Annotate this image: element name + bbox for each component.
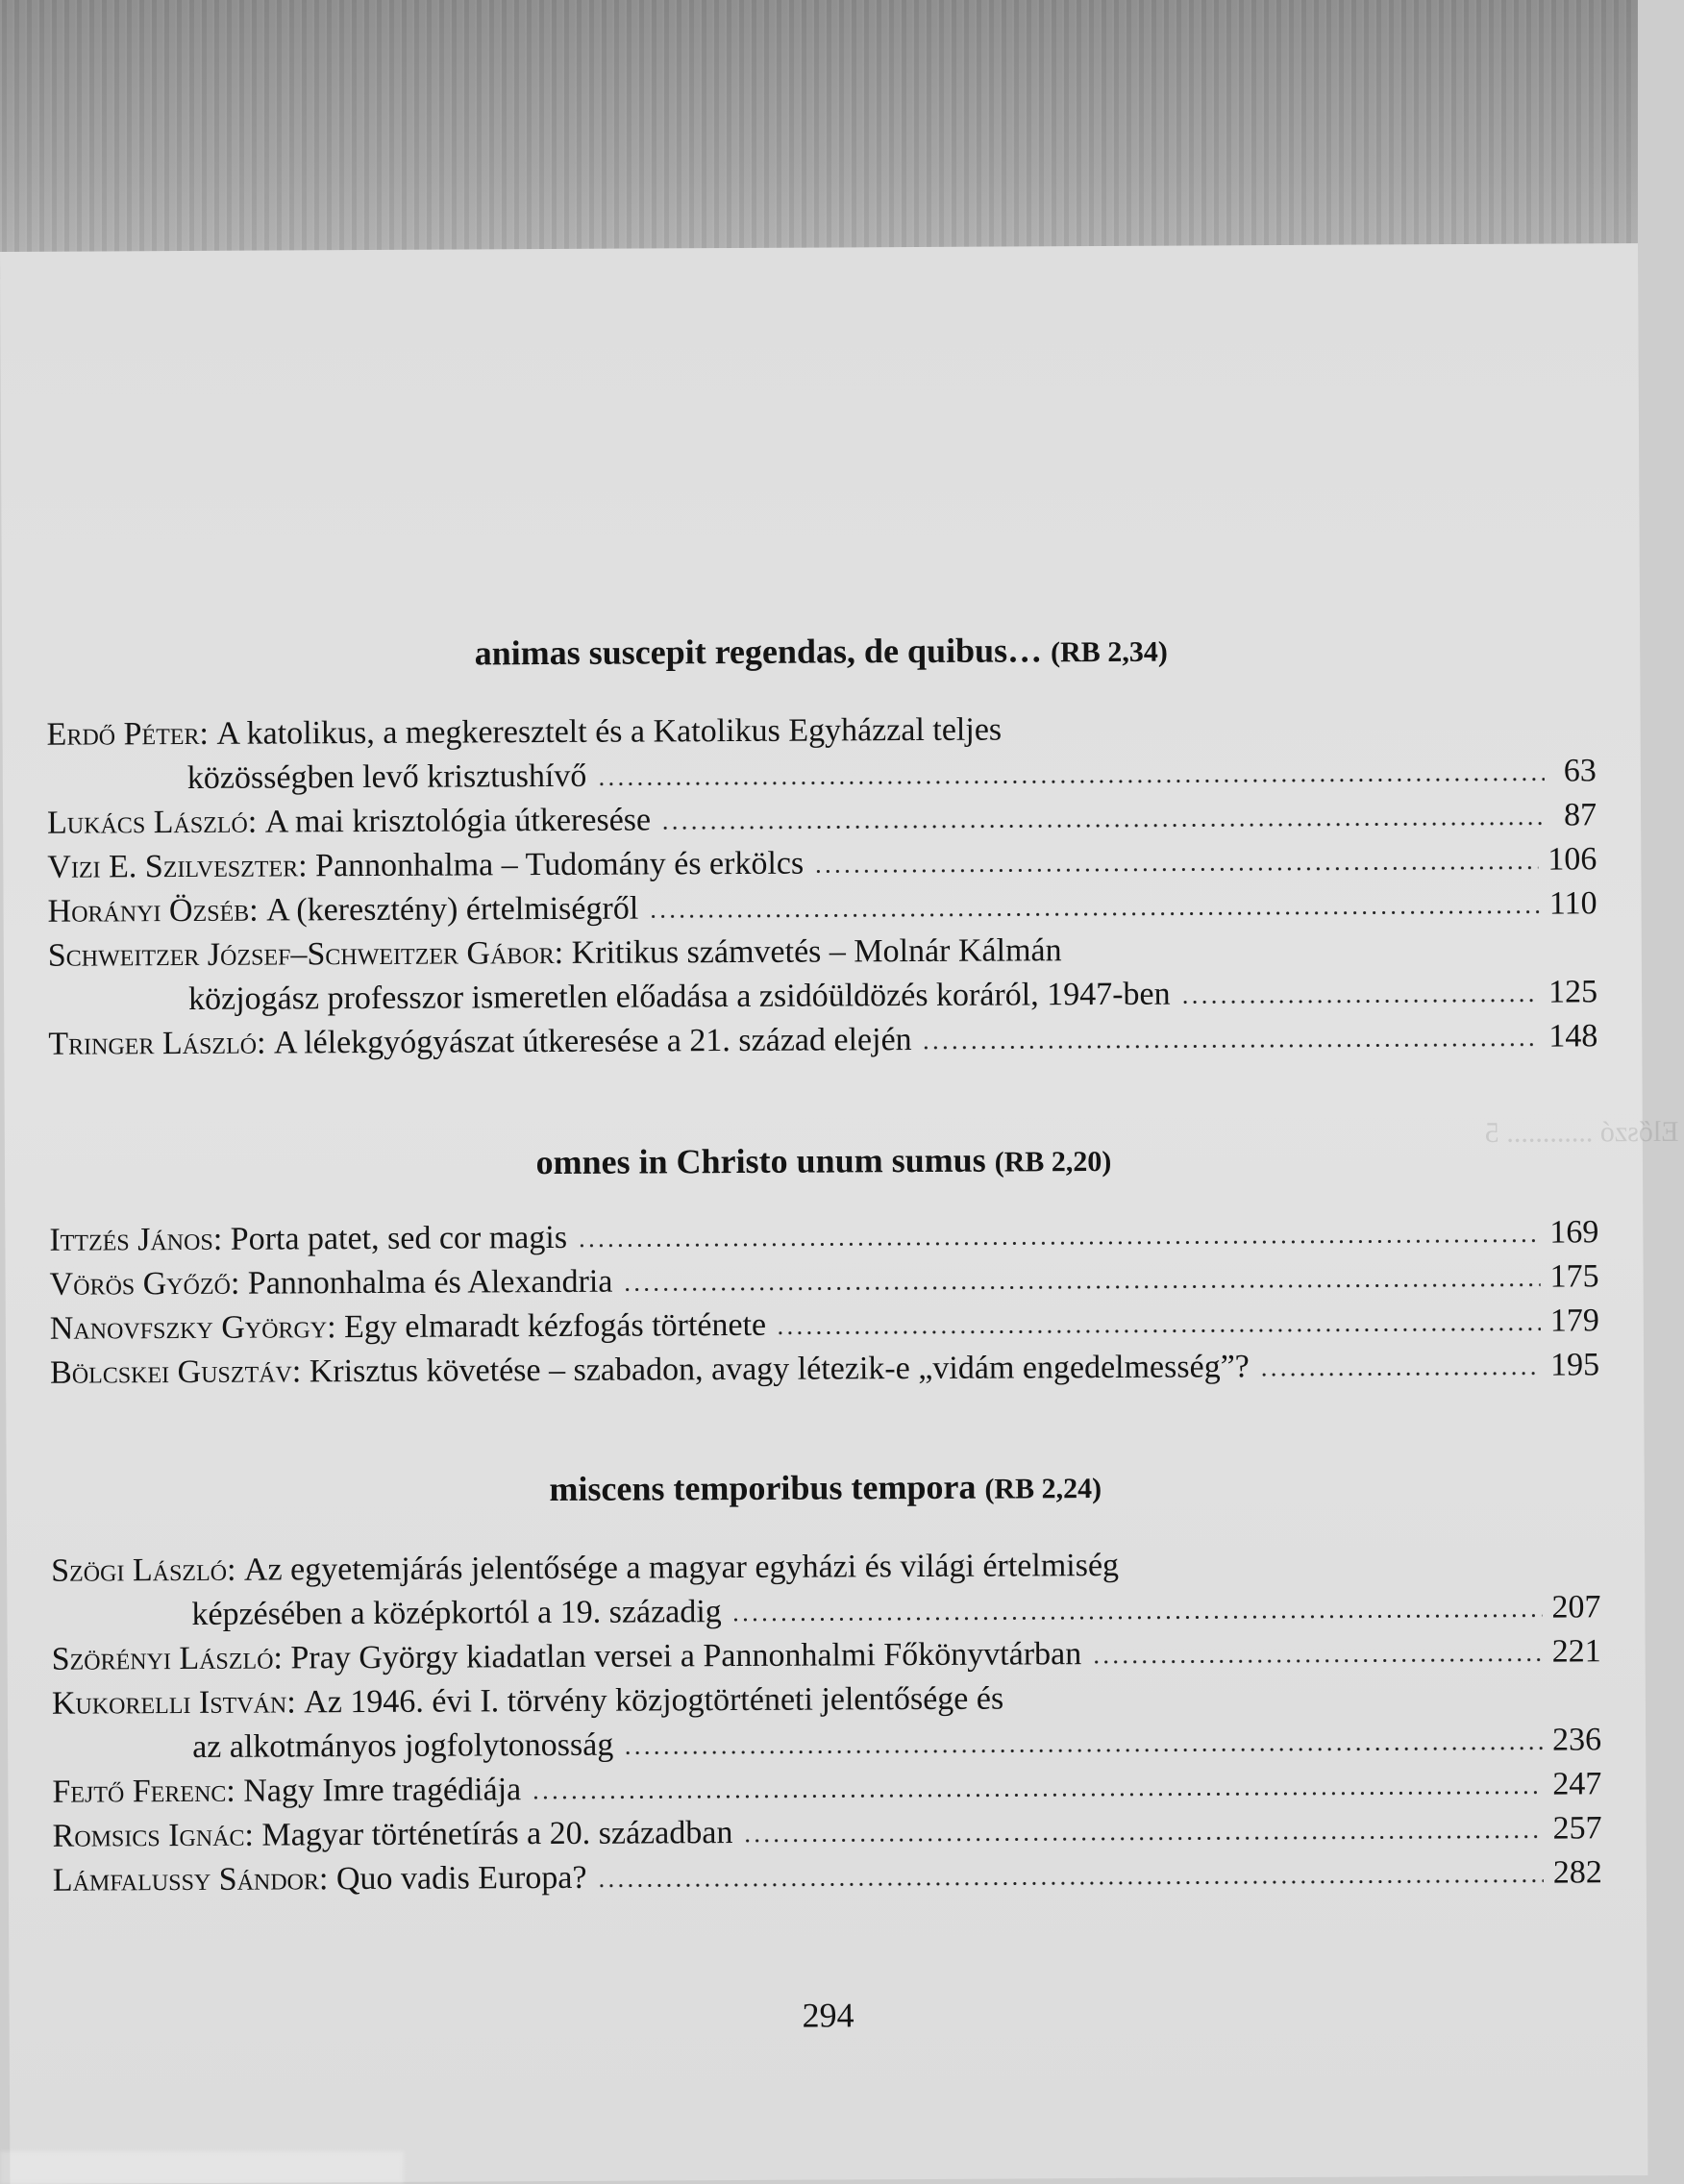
dot-leader [597,1877,1544,1890]
entry-title-continued: az alkotmányos jogfolytonosság [192,1726,614,1765]
entry-author: Kukorelli István: [51,1684,296,1722]
dot-leader [648,908,1540,921]
section-heading-text: omnes in Christo unum sumus [535,1140,986,1182]
entry-page-number: 282 [1552,1854,1602,1891]
entry-page-number: 257 [1552,1810,1602,1847]
entry-title: A katolikus, a megkeresztelt és a Katolikus Egyházzal teljes [216,711,1003,752]
entry-page-number: 63 [1563,753,1597,789]
entry-author: Romsics Ignác: [52,1817,255,1854]
section-heading [2,626,1640,680]
entry-title: Krisztus követése – szabadon, avagy létezik-e „vidám engedelmesség”? [309,1349,1250,1390]
entry-author: Ittzés János: [49,1221,223,1258]
toc-entry [52,1674,1601,1770]
dot-leader [922,1041,1540,1052]
entry-page-number: 125 [1548,974,1598,1010]
toc-entry [47,705,1597,801]
entry-page-number: 148 [1548,1018,1598,1055]
entry-author: Horányi Özséb: [47,892,259,930]
entry-author: Szögi László: [51,1551,236,1589]
entry-author: Bölcskei Gusztáv: [50,1353,302,1391]
dot-leader [623,1745,1543,1757]
entry-title: Az 1946. évi I. törvény közjogtörténeti jelentősége és [304,1680,1004,1721]
entry-author: Vizi E. Szilveszter: [47,848,308,885]
entry-author: Vörös Győző: [49,1265,240,1303]
watermark-blur [0,2151,404,2184]
toc-entry [48,1014,1597,1066]
entry-page-number: 236 [1552,1722,1602,1758]
page-number: 294 [802,1996,854,2035]
entry-page-number: 175 [1549,1258,1599,1295]
entry-title: Pray György kiadatlan versei a Pannonhalmi Főkönyvtárban [290,1636,1082,1676]
entry-title: Az egyetemjárás jelentősége a magyar egyházi és világi értelmiség [243,1547,1120,1588]
section-heading [5,1135,1643,1189]
entry-author: Fejtő Ferenc: [52,1773,235,1810]
entry-title: Pannonhalma – Tudomány és erkölcs [315,845,805,884]
entry-author: Szörényi László: [51,1640,284,1677]
dot-leader [1180,997,1540,1006]
entry-title: Quo vadis Europa? [335,1859,587,1898]
entry-author: Lukács László: [47,804,258,841]
dot-leader [577,1237,1540,1250]
entry-page-number: 87 [1563,797,1597,833]
dot-leader [596,776,1545,788]
dot-leader [742,1833,1543,1845]
entry-author: Schweitzer József–Schweitzer Gábor: [47,934,564,974]
toc-entry [48,926,1597,1022]
section-reference: (RB 2,24) [984,1473,1102,1505]
entry-title: Nagy Imre tragédiája [243,1772,522,1809]
entry-title-continued: közjogász professzor ismeretlen előadása a zsidóüldözés koráról, 1947-ben [187,976,1171,1017]
entry-page-number: 169 [1549,1214,1599,1251]
entry-author: Tringer László: [48,1025,266,1062]
entry-page-number: 106 [1548,841,1597,878]
section-reference: (RB 2,20) [994,1145,1112,1179]
bleed-through-text: Előszó ............ 5 [1484,1115,1679,1149]
entry-title: Pannonhalma és Alexandria [247,1263,613,1302]
book-page [0,243,1679,2184]
entry-title: A lélekgyógyászat útkeresése a 21. század elején [273,1022,912,1061]
dot-leader [1091,1656,1542,1666]
toc-entry [50,1343,1599,1395]
toc-entry [51,1541,1600,1637]
entry-title: Egy elmaradt kézfogás története [344,1306,767,1346]
entry-page-number: 110 [1548,885,1597,922]
dot-leader [660,820,1545,832]
dot-leader [776,1326,1541,1337]
entry-page-number: 221 [1551,1633,1601,1670]
dot-leader [731,1612,1543,1624]
entry-title: Magyar történetírás a 20. században [261,1815,733,1853]
entry-title: Porta patet, sed cor magis [230,1219,568,1257]
section-reference: (RB 2,34) [1051,635,1168,669]
dot-leader [813,864,1538,876]
section-heading [7,1462,1645,1516]
entry-title: Kritikus számvetés – Molnár Kálmán [571,932,1062,971]
entry-page-number: 179 [1549,1303,1599,1339]
toc-entry [50,1299,1599,1351]
entry-page-number: 207 [1551,1589,1601,1626]
entry-title: A (keresztény) értelmiségről [266,890,639,929]
entry-author: Nanovfszky György: [49,1309,336,1347]
section-heading-text: animas suscepit regendas, de quibus… [474,631,1043,673]
dot-leader [622,1281,1540,1294]
entry-author: Lámfalussy Sándor: [52,1861,329,1899]
entry-title-continued: képzésében a középkortól a 19. századig [191,1594,722,1632]
background-table [0,0,1638,279]
entry-page-number: 195 [1549,1347,1600,1383]
dot-leader [531,1789,1543,1802]
entry-title: A mai krisztológia útkeresése [264,802,652,840]
toc-entry [53,1850,1602,1902]
dot-leader [1259,1370,1541,1379]
entry-author: Erdő Péter: [46,715,210,753]
section-heading-text: miscens temporibus tempora [549,1467,977,1509]
entry-title-continued: közösségben levő krisztushívő [186,757,587,796]
entry-page-number: 247 [1552,1766,1602,1802]
